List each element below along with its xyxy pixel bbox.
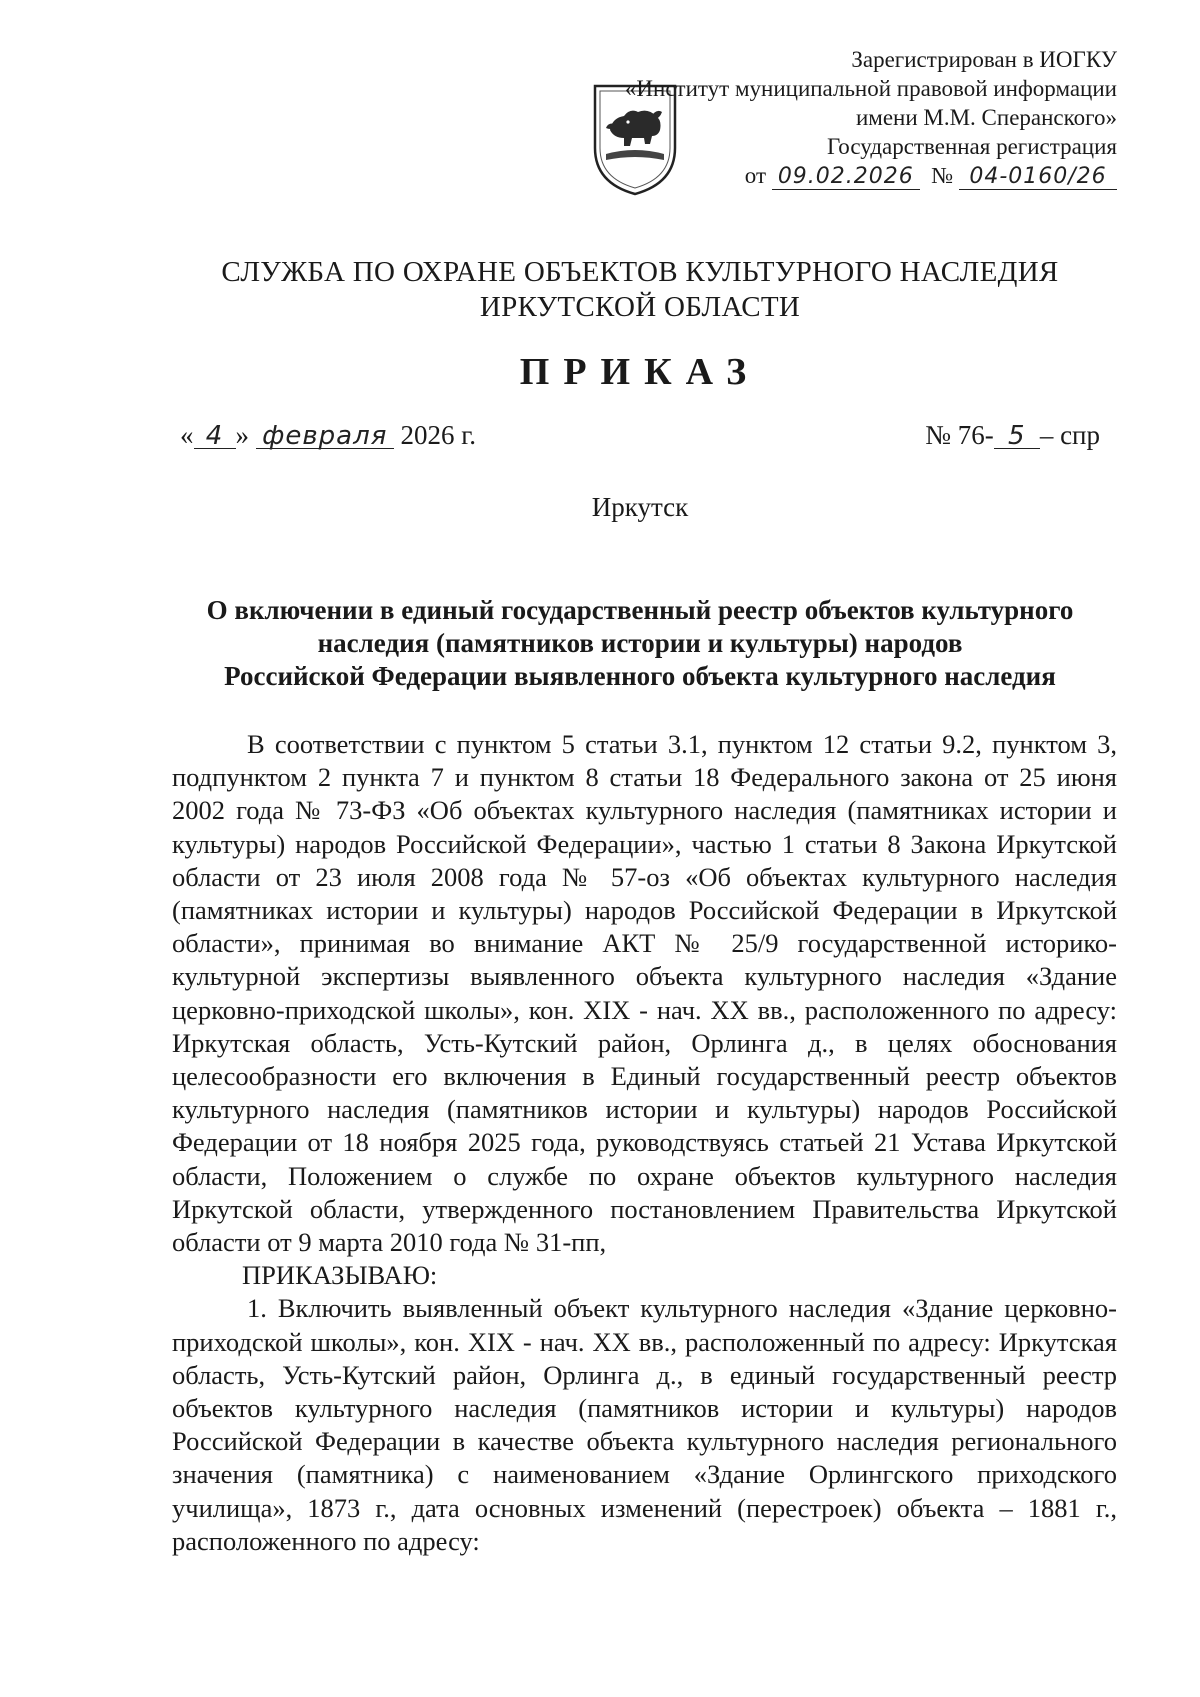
order-item-1: 1. Включить выявленный объект культурного наследия «Здание церковно-приходской школы», кон. XIX - нач. XX вв., расположенный по адресу: Иркутская область, Усть-Кутский район, Орлинга д., в единый государственный реестр объектов культурного наследия (памятников истории и культуры) народов Российской Федерации в качестве объекта культурного наследия регионального значения (памятника) с наименованием «Здание Орлингского приходского училища», 1873 г., дата основных изменений (перестроек) объекта – 1881 г., расположенного по адресу: — [172, 1293, 1117, 1556]
order-number-suffix: – спр — [1039, 420, 1100, 450]
authority-line: ИРКУТСКОЙ ОБЛАСТИ — [479, 291, 801, 323]
registration-date: 09.02.2026 — [772, 165, 920, 190]
subject-line: наследия (памятников истории и культуры) народов — [317, 628, 963, 658]
registration-line: Государственная регистрация — [827, 134, 1117, 159]
open-quote: « — [180, 420, 194, 450]
authority-header — [150, 255, 1130, 325]
subject-line: Российской Федерации выявленного объекта культурного наследия — [224, 661, 1056, 691]
document-type-title: ПРИКАЗ — [519, 351, 761, 393]
order-day: 4 — [194, 424, 236, 449]
order-year: 2026 г. — [400, 420, 477, 450]
registration-number: 04-0160/26 — [959, 165, 1117, 190]
close-quote: » — [235, 420, 249, 450]
registration-number-label: № — [931, 163, 954, 188]
order-number-prefix: № 76- — [925, 420, 994, 450]
order-body — [172, 728, 1117, 1558]
order-date-number-line — [180, 420, 1100, 460]
order-subject — [150, 594, 1130, 693]
registration-number-line — [617, 161, 1117, 190]
preamble-paragraph: В соответствии с пунктом 5 статьи 3.1, пунктом 12 статьи 9.2, пунктом 3, подпунктом 2 пункта 7 и пунктом 8 статьи 18 Федерального закона от 25 июня 2002 года № 73-ФЗ «Об объектах культурного наследия (памятниках истории и культуры) народов Российской Федерации», частью 1 статьи 8 Закона Иркутской области от 23 июля 2008 года № 57-оз «Об объектах культурного наследия (памятниках истории и культуры) народов Российской Федерации в Иркутской области», принимая во внимание АКТ № 25/9 государственной историко-культурной экспертизы выявленного объекта культурного наследия «Здание церковно-приходской школы», кон. XIX - нач. XX вв., расположенного по адресу: Иркутская область, Усть-Кутский район, Орлинга д., в целях обоснования целесообразности его включения в Единый государственный реестр объектов культурного наследия (памятников истории и культуры) народов Российской Федерации от 18 ноября 2025 года, руководствуясь статьей 21 Устава Иркутской области, Положением о службе по охране объектов культурного наследия Иркутской области, утвержденного постановлением Правительства Иркутской области от 9 марта 2010 года № 31-пп, — [172, 729, 1117, 1258]
registration-line: «Институт муниципальной правовой информации — [624, 76, 1117, 101]
order-number-hand: 5 — [994, 424, 1040, 449]
city-name: Иркутск — [591, 492, 689, 522]
registration-line: Зарегистрирован в ИОГКУ — [851, 47, 1117, 72]
registration-from-label: от — [744, 163, 767, 188]
order-date — [180, 420, 476, 451]
authority-line: СЛУЖБА ПО ОХРАНЕ ОБЪЕКТОВ КУЛЬТУРНОГО НАСЛЕДИЯ — [221, 256, 1059, 288]
registration-stamp — [617, 45, 1117, 190]
subject-line: О включении в единый государственный реестр объектов культурного — [206, 595, 1074, 625]
order-number — [925, 420, 1100, 451]
order-month: февраля — [256, 424, 394, 449]
order-word: ПРИКАЗЫВАЮ: — [242, 1260, 438, 1291]
registration-line: имени М.М. Сперанского» — [855, 105, 1117, 130]
